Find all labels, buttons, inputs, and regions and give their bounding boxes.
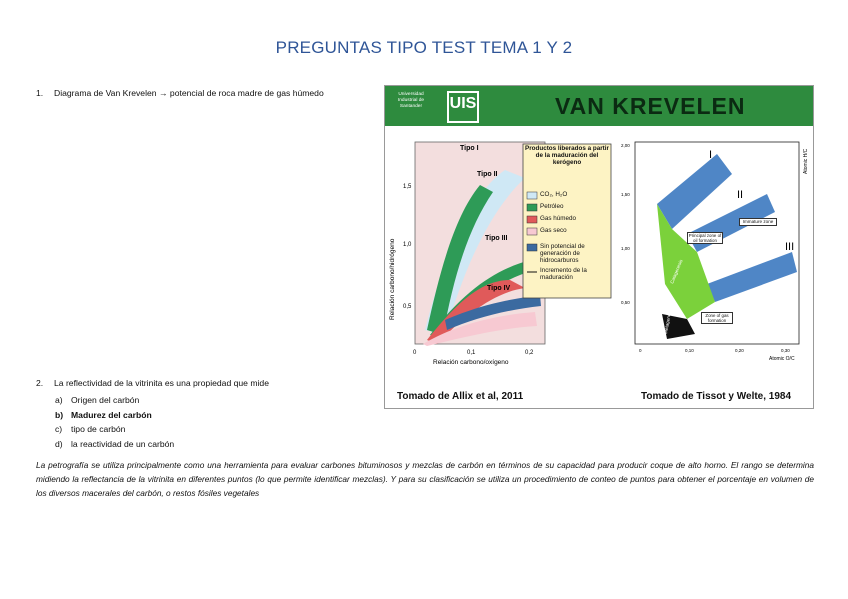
banner-title: VAN KREVELEN	[555, 93, 746, 119]
legend-swatch	[527, 204, 537, 211]
university-name: Universidad Industrial de Santander	[397, 92, 425, 109]
legend-label: CO₂, H₂O	[540, 191, 568, 198]
type-label: Tipo II	[477, 171, 498, 178]
y-tick: 1,50	[621, 192, 630, 197]
credit-left: Tomado de Allix et al, 2011	[397, 391, 524, 402]
option-b-correct: b) Madurez del carbón	[55, 409, 152, 420]
legend-title: Productos liberados a partir de la maduración del kerógeno	[525, 145, 609, 167]
x-tick: 0,10	[685, 348, 694, 353]
type-label: III	[785, 241, 795, 253]
catagenesis-zone	[657, 204, 715, 319]
x-tick: 0,20	[735, 348, 744, 353]
type-label: Tipo III	[485, 235, 508, 242]
legend-label: Sin potencial de generación de hidrocarburos	[540, 243, 585, 264]
type-label: I	[709, 149, 713, 161]
legend-label: Gas húmedo	[540, 215, 577, 222]
x-tick: 0	[413, 350, 417, 356]
legend-swatch	[527, 192, 537, 199]
legend-label: Petróleo	[540, 203, 564, 210]
option-d: d) la reactividad de un carbón	[55, 438, 175, 449]
legend-swatch	[527, 228, 537, 235]
question-number: 2.	[36, 378, 44, 388]
legend-swatch	[527, 244, 537, 251]
type-label: II	[737, 189, 744, 201]
question-2	[36, 378, 269, 388]
y-tick: 1,00	[621, 246, 630, 251]
x-tick: 0,1	[467, 350, 476, 356]
y-tick: 1,5	[403, 184, 412, 190]
explanation-paragraph: La petrografía se utiliza principalmente como una herramienta para evaluar carbones bituminosos y mezclas de carbón en términos de su capacidad para producir coque de alto horno. El rango se determina midiendo la reflectancia de la vitrinita en diferentes puntos (lo que permite identificar mezclas). Y para su clasificación se utiliza un procedimiento de conteo de puntos para obtener el porcentaje en volumen de los diversos macerales del carbón, o restos fósiles vegetales	[36, 460, 814, 499]
y-axis-label: Relación carbono/hidrógeno	[389, 238, 396, 320]
y-tick: 2,00	[621, 143, 630, 148]
option-a: a) Origen del carbón	[55, 395, 140, 405]
zone-label: Metagenesis	[663, 307, 673, 335]
logo-text: UIS	[449, 95, 477, 112]
question-number: 1.	[36, 88, 44, 98]
zone-label: Catagenesis	[669, 258, 684, 285]
question-text: Diagrama de Van Krevelen → potencial de roca madre de gas húmedo	[54, 88, 324, 98]
question-text: La reflectividad de la vitrinita es una propiedad que mide	[54, 378, 269, 388]
left-van-krevelen-chart	[385, 130, 617, 380]
y-tick: 1,0	[403, 242, 412, 248]
answer-options	[55, 393, 174, 451]
x-axis-label: Atomic O/C	[769, 356, 795, 362]
x-tick: 0,2	[525, 350, 534, 356]
legend-label: Incremento de la maduración	[540, 267, 587, 281]
credit-right: Tomado de Tissot y Welte, 1984	[641, 391, 792, 402]
x-axis-label: Relación carbono/oxígeno	[433, 359, 509, 366]
van-krevelen-figure	[384, 85, 814, 409]
option-c: c) tipo de carbón	[55, 424, 126, 435]
legend-label: Gas seco	[540, 227, 567, 234]
right-van-krevelen-chart	[617, 134, 813, 374]
y-tick: 0,50	[621, 300, 630, 305]
question-1	[36, 88, 324, 98]
zone-label: Principal zone of oil formation	[688, 233, 722, 244]
zone-label: Zone of gas formation	[701, 312, 733, 324]
x-tick: 0,30	[781, 348, 790, 353]
figure-banner	[385, 86, 813, 126]
type-iii-hatch-band	[707, 252, 797, 302]
legend-swatch	[527, 216, 537, 223]
y-tick: 0,5	[403, 304, 412, 310]
x-tick: 0	[639, 348, 642, 353]
page-title: PREGUNTAS TIPO TEST TEMA 1 Y 2	[275, 38, 573, 57]
zone-label: Diagenesis	[693, 210, 718, 216]
type-label: Tipo I	[460, 145, 479, 152]
type-label: Tipo IV	[487, 285, 511, 292]
y-axis-label: Atomic H/C	[803, 148, 809, 174]
zone-label: Immature zone	[739, 218, 777, 226]
